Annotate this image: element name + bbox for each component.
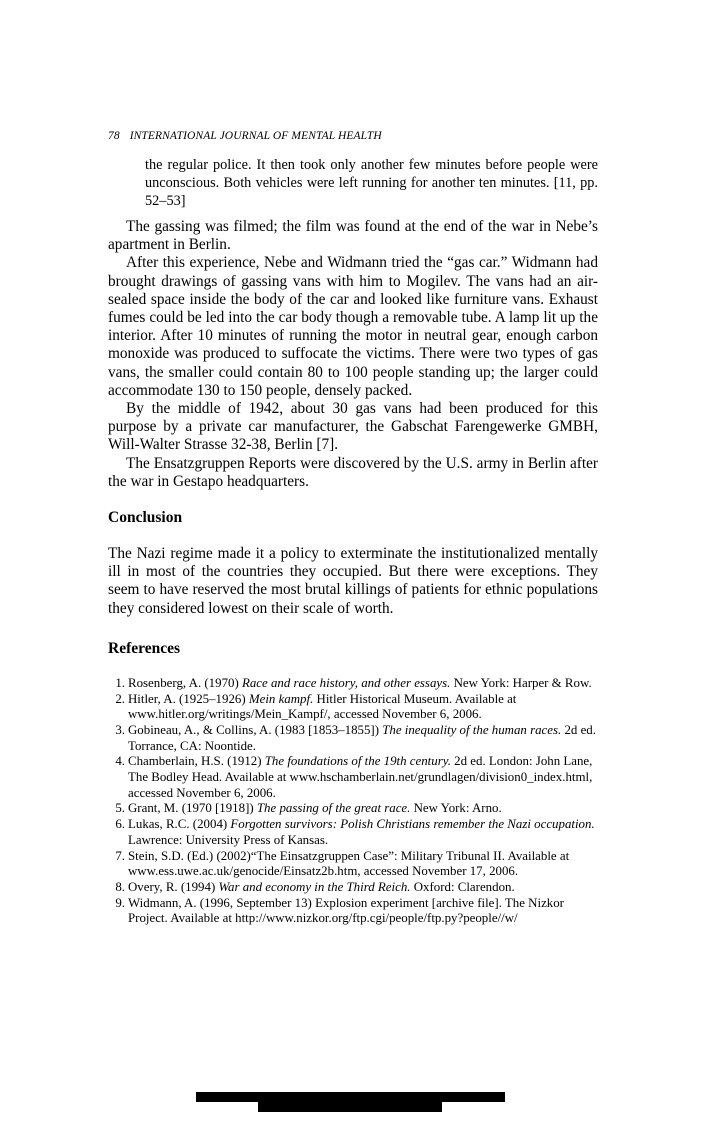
reference-post: Oxford: Clarendon. (410, 880, 515, 894)
conclusion-text: The Nazi regime made it a policy to exterminate the institutionalized mentally ill in most of the countries they occupied. But there were exceptions. They seem to have reserved the most brutal killings of patients for ethnic populations they considered lowest on their scale of worth. (108, 545, 598, 617)
reference-title: Forgotten survivors: Polish Christians remember the Nazi occupation. (230, 817, 595, 832)
reference-title: Mein kampf. (248, 691, 314, 706)
reference-item (108, 676, 598, 692)
reference-post: New York: Arno. (410, 801, 502, 816)
redaction-bar (258, 1100, 442, 1112)
reference-item (108, 817, 598, 848)
reference-pre: Rosenberg, A. (1970) (128, 675, 242, 690)
page-body (108, 130, 598, 927)
reference-pre: Lukas, R.C. (2004) (128, 817, 231, 832)
conclusion-heading: Conclusion (108, 509, 183, 527)
reference-pre: Widmann, A. (1996, September 13) Explosion experiment [archive file]. The Nizkor Project. Available at http://www.nizkor.org/ftp.cgi/people/ftp.py?people//w/ (128, 895, 564, 926)
reference-title: Race and race history, and other essays. (241, 675, 451, 690)
reference-item (108, 880, 598, 896)
reference-number: 4. (115, 754, 125, 769)
running-head (108, 130, 598, 142)
block-quote: the regular police. It then took only another few minutes before people were unconscious. Both vehicles were left running for another ten minutes. [11, pp. 52–53] (145, 157, 598, 209)
reference-post: 2d ed. London: John Lane, The Bodley Head. Available at www.hschamberlain.net/grundlagen/division0_index.html, accessed November 6, 2006. (128, 754, 593, 800)
reference-pre: Stein, S.D. (Ed.) (2002)“The Einsatzgruppen Case”: Military Tribunal II. Available at www.ess.uwe.ac.uk/genocide/Einsatz2b.htm, accessed November 17, 2006. (128, 848, 570, 879)
reference-number: 8. (115, 880, 125, 894)
references-heading: References (108, 639, 181, 657)
reference-item (108, 849, 598, 880)
reference-item (108, 723, 598, 754)
paragraph: After this experience, Nebe and Widmann tried the “gas car.” Widmann had brought drawings of gassing vans with him to Mogilev. The vans had an air-sealed space inside the body of the car and looked like furniture vans. Exhaust fumes could be led into the car body though a removable tube. A lamp lit up the interior. After 10 minutes of running the motor in neutral gear, enough carbon monoxide was produced to suffocate the victims. There were two types of gas vans, the smaller could contain 80 to 100 people standing up; the larger could accommodate 130 to 150 people, densely packed. (108, 254, 598, 399)
reference-post: 2d ed. Torrance, CA: Noontide. (128, 722, 596, 753)
reference-number: 9. (115, 895, 125, 910)
reference-item (108, 896, 598, 927)
reference-number: 3. (115, 722, 125, 737)
reference-title: War and economy in the Third Reich. (218, 880, 411, 894)
reference-pre: Gobineau, A., & Collins, A. (1983 [1853–1855]) (128, 722, 383, 737)
paragraph: By the middle of 1942, about 30 gas vans had been produced for this purpose by a private car manufacturer, the Gabschat Farengewerke GMBH, Will-Walter Strasse 32-38, Berlin [7]. (108, 400, 598, 454)
reference-number: 6. (115, 817, 125, 832)
reference-pre: Chamberlain, H.S. (1912) (128, 754, 265, 769)
reference-pre: Grant, M. (1970 [1918]) (128, 801, 257, 816)
reference-item (108, 801, 598, 817)
reference-item (108, 754, 598, 801)
paragraph: The Ensatzgruppen Reports were discovered by the U.S. army in Berlin after the war in Gestapo headquarters. (108, 454, 598, 490)
paragraph: The gassing was filmed; the film was found at the end of the war in Nebe’s apartment in Berlin. (108, 218, 598, 254)
reference-list (108, 676, 598, 927)
reference-post: Lawrence: University Press of Kansas. (128, 832, 329, 847)
reference-post: New York: Harper & Row. (450, 675, 592, 690)
reference-pre: Overy, R. (1994) (128, 880, 219, 894)
reference-number: 5. (115, 801, 125, 816)
reference-number: 2. (115, 691, 125, 706)
reference-title: The inequality of the human races. (382, 722, 562, 737)
reference-item (108, 692, 598, 723)
reference-number: 7. (115, 848, 125, 863)
reference-number: 1. (115, 675, 125, 690)
reference-title: The passing of the great race. (256, 801, 411, 816)
reference-title: The foundations of the 19th century. (264, 754, 451, 769)
page-number: 78 (108, 130, 120, 142)
reference-pre: Hitler, A. (1925–1926) (128, 691, 249, 706)
journal-title: INTERNATIONAL JOURNAL OF MENTAL HEALTH (129, 130, 382, 142)
reference-post: Hitler Historical Museum. Available at www.hitler.org/writings/Mein_Kampf/, accessed November 6, 2006. (128, 691, 517, 722)
